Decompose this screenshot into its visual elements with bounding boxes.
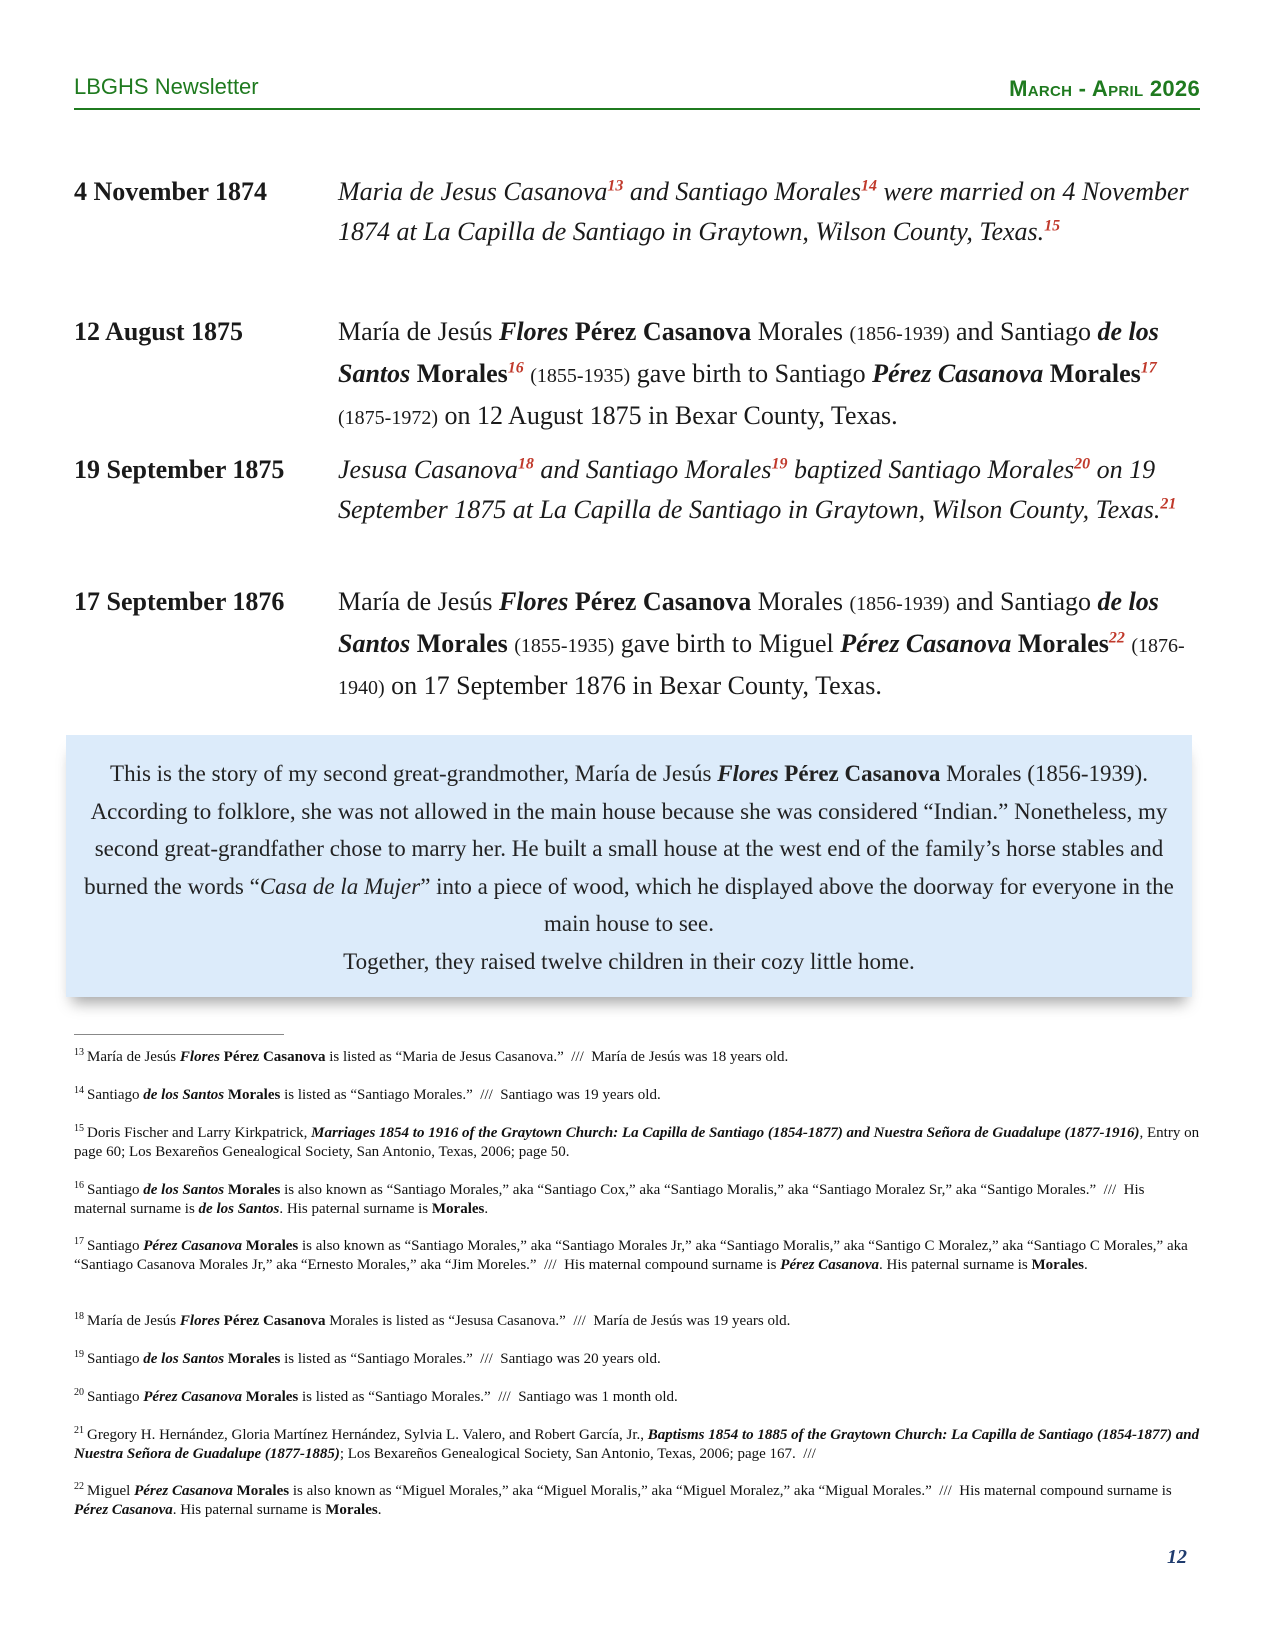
entry-text: María de Jesús Flores Pérez Casanova Morales (1856-1939) and Santiago de los Santos Morales (1855-1935) gave birth to Miguel Pérez Casanova Morales$^{22}$ (1876-1940) on 17 September 1876 in Bexar County, Texas.: [338, 587, 1185, 700]
footnote: $^{19}$ Santiago de los Santos Morales is listed as “Santiago Morales.” /// Santiago was 20 years old.: [74, 1349, 661, 1367]
story-text: This is the story of my second great-grandmother, María de Jesús Flores Pérez Casanova Morales (1856-1939). According to folklore, she was not allowed in the main house because she was considered “Indian.” Nonetheless, my second great-grandfather chose to marry her. He built a small house at the west end of the family’s horse stables and burned the words “Casa de la Mujer” into a piece of wood, which he displayed above the doorway for everyone in the main house to see. Together, they raised twelve children in their cozy little home.: [84, 761, 1174, 974]
entry-text: Maria de Jesus Casanova$^{13}$ and Santiago Morales$^{14}$ were married on 4 November 1874 at La Capilla de Santiago in Graytown, Wilson County, Texas.$^{15}$: [338, 177, 1189, 246]
footnote: $^{15}$ Doris Fischer and Larry Kirkpatrick, Marriages 1854 to 1916 of the Graytown Church: La Capilla de Santiago (1854-1877) and Nuestra Señora de Guadalupe (1877-1916), Entry on page 60; Los Bexareños Genealogical Society, San Antonio, Texas, 2006; page 50.: [74, 1123, 1200, 1160]
footnote-divider: [74, 1034, 284, 1035]
entry-date: 19 September 1875: [74, 455, 285, 484]
footnote: $^{20}$ Santiago Pérez Casanova Morales is listed as “Santiago Morales.” /// Santiago was 1 month old.: [74, 1387, 678, 1405]
entry-date: 4 November 1874: [74, 177, 268, 206]
footnote: $^{18}$ María de Jesús Flores Pérez Casanova Morales is listed as “Jesusa Casanova.” /// María de Jesús was 19 years old.: [74, 1311, 791, 1329]
entry-text: María de Jesús Flores Pérez Casanova Morales (1856-1939) and Santiago de los Santos Morales$^{16}$ (1855-1935) gave birth to Santiago Pérez Casanova Morales$^{17}$ (1875-1972) on 12 August 1875 in Bexar County, Texas.: [338, 317, 1159, 430]
footnote: $^{22}$ Miguel Pérez Casanova Morales is also known as “Miguel Morales,” aka “Miguel Moralis,” aka “Miguel Moralez,” aka “Migual Morales.” /// His maternal compound surname is Pérez Casanova. His paternal surname is Morales.: [74, 1481, 1172, 1518]
entry-date: 12 August 1875: [74, 317, 244, 346]
page-number: 12: [1167, 1546, 1187, 1568]
footnote: $^{21}$ Gregory H. Hernández, Gloria Martínez Hernández, Sylvia L. Valero, and Robert García, Jr., Baptisms 1854 to 1885 of the Graytown Church: La Capilla de Santiago (1854-1877) and Nuestra Señora de Guadalupe (1877-1885); Los Bexareños Genealogical Society, San Antonio, Texas, 2006; page 167. ///: [74, 1425, 1200, 1462]
issue-date: March - April 2026: [1009, 76, 1200, 101]
story-callout: [66, 735, 1192, 997]
entry-text: Jesusa Casanova$^{18}$ and Santiago Morales$^{19}$ baptized Santiago Morales$^{20}$ on 19 September 1875 at La Capilla de Santiago in Graytown, Wilson County, Texas.$^{21}$: [338, 455, 1177, 524]
footnote: $^{13}$ María de Jesús Flores Pérez Casanova is listed as “Maria de Jesus Casanova.” /// María de Jesús was 18 years old.: [74, 1047, 789, 1065]
entry-date: 17 September 1876: [74, 587, 285, 616]
newsletter-header: [74, 74, 1200, 110]
footnote: $^{17}$ Santiago Pérez Casanova Morales is also known as “Santiago Morales,” aka “Santiago Morales Jr,” aka “Santiago Moralis,” aka “Santigo C Moralez,” aka “Santiago C Morales,” aka “Santiago Casanova Morales Jr,” aka “Ernesto Morales,” aka “Jim Moreles.” /// His maternal compound surname is Pérez Casanova. His paternal surname is Morales.: [74, 1236, 1188, 1273]
footnote: $^{16}$ Santiago de los Santos Morales is also known as “Santiago Morales,” aka “Santiago Cox,” aka “Santiago Moralis,” aka “Santiago Moralez Sr,” aka “Santigo Morales.” /// His maternal surname is de los Santos. His paternal surname is Morales.: [74, 1180, 1145, 1217]
footnote: $^{14}$ Santiago de los Santos Morales is listed as “Santiago Morales.” /// Santiago was 19 years old.: [74, 1085, 661, 1103]
newsletter-title: LBGHS Newsletter: [74, 74, 259, 99]
